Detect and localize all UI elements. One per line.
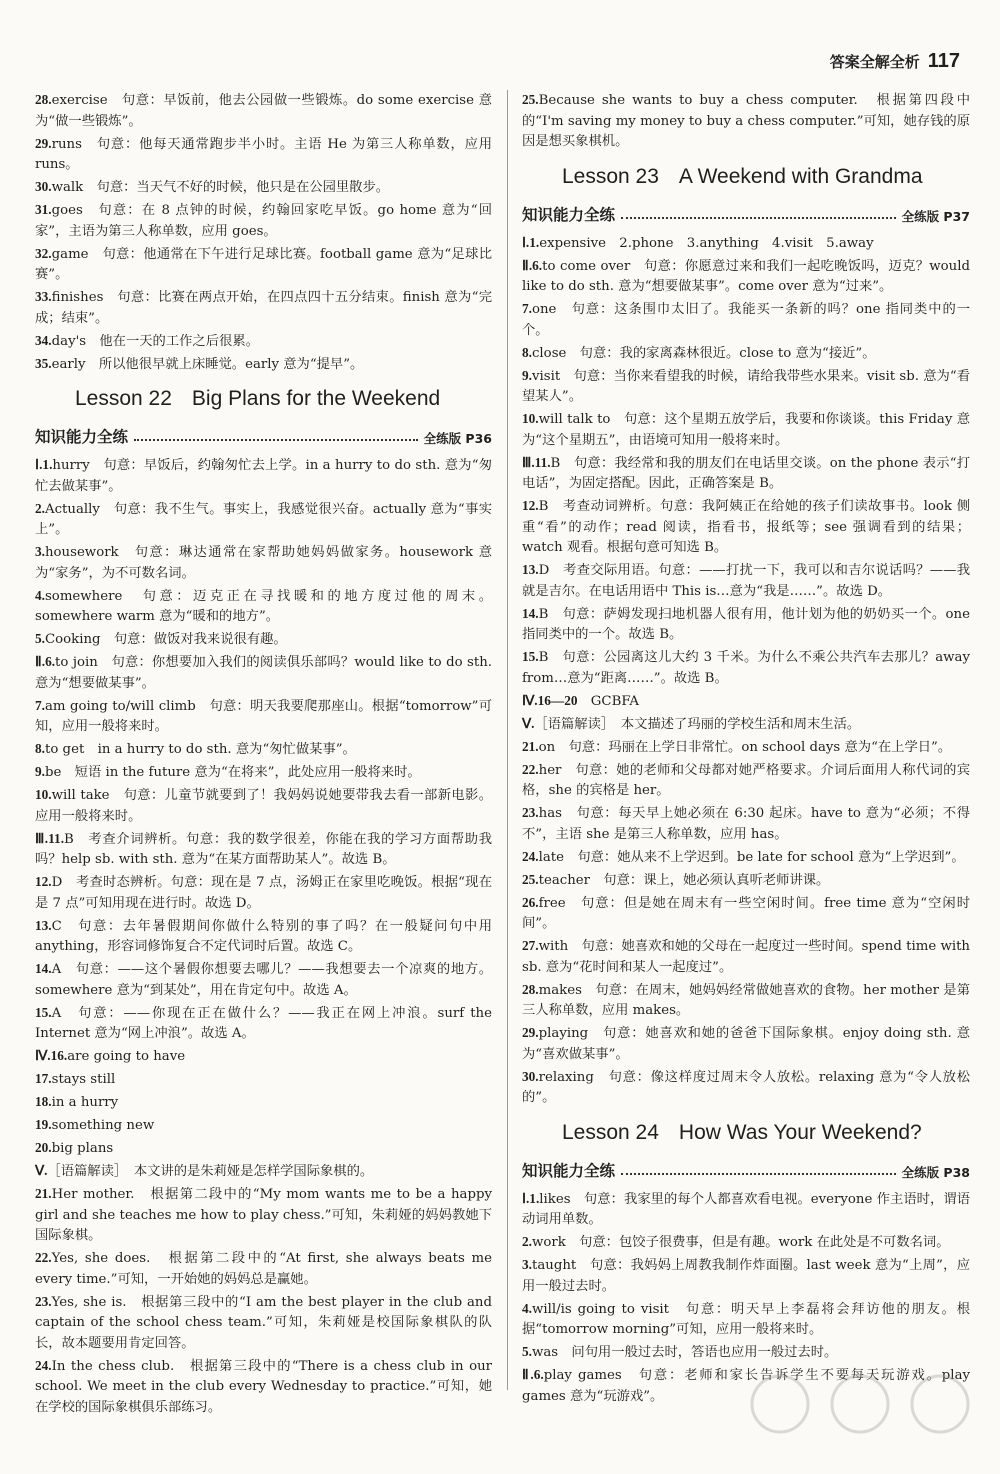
answer-item [35,1248,492,1290]
answer-item [35,1003,492,1045]
answer-item [522,1232,970,1254]
item-number: 23. [35,1293,52,1309]
item-number: Ⅲ.11. [522,454,551,470]
item-text: B 考查动词辨析。句意：我阿姨正在给她的孩子们读故事书。look 侧重“看”的动作；read 阅读，指看书，报纸等；see 强调看到的结果；watch 观看。根据句意可知选 B。 [522,499,970,555]
item-number: 2. [35,500,45,516]
item-number: 19. [35,1117,52,1132]
item-text: hurry 句意：早饭后，约翰匆忙去上学。in a hurry to do sth. 意为“匆忙去做某事”。 [35,458,493,494]
answer-item [522,496,970,559]
items-top-list [522,90,970,153]
item-text: work 句意：包饺子很费事，但是有趣。work 在此处是不可数名词。 [531,1235,950,1250]
answer-item [522,1255,970,1297]
item-text: Actually 句意：我不生气。事实上，我感觉很兴奋。actually 意为“事实上”。 [35,501,492,537]
answer-item [35,629,492,651]
answer-item [35,134,492,176]
answer-item [35,200,492,242]
lesson-number: Lesson 23 [562,164,659,188]
item-number: 17. [35,1071,52,1086]
dotted-leader [621,217,896,219]
item-text: D 考查时态辨析。句意：现在是 7 点，汤姆正在家里吃晚饭。根据“现在是 7 点”可知用现在进行时。故选 D。 [35,875,492,911]
item-number: 33. [35,289,52,304]
item-text: am going to/will climb 句意：明天我要爬那座山。根据“tomorrow”可知，应用一般将来时。 [35,698,492,734]
item-number: 23. [522,805,539,820]
lesson-22-title [35,385,492,413]
section-label: 知识能力全练 [522,1161,616,1180]
item-number: 3. [522,1257,532,1272]
item-text: expensive 2.phone 3.anything 4.visit 5.away [539,235,874,251]
item-number: 24. [35,1357,52,1373]
item-number: 8. [522,344,532,360]
item-number: Ⅱ.6. [35,654,56,669]
item-number: 29. [522,1025,539,1040]
item-number: 26. [522,894,539,910]
item-text: something new [51,1118,155,1133]
answer-item [35,455,492,497]
lesson-number: Lesson 24 [562,1120,659,1144]
answer-item [35,1115,492,1137]
item-number: 4. [35,587,45,603]
lesson-24-title [522,1119,970,1147]
answer-item [522,343,970,365]
answer-item [522,980,970,1022]
item-text: ［语篇解读］ 本文讲的是朱莉娅是怎样学国际象棋的。 [47,1164,374,1179]
item-text: B 句意：萨姆发现扫地机器人很有用，他计划为他的奶奶买一个。one 指同类中的一个。故选 B。 [522,606,970,642]
item-number: 28. [522,981,539,997]
item-text: Cooking 句意：做饭对我来说很有趣。 [44,632,287,647]
item-text: late 句意：她从来不上学迟到。be late for school 意为“上学迟到”。 [538,849,965,865]
answer-item [35,90,492,132]
answer-item [35,959,492,1001]
answer-item [522,870,970,892]
item-number: 22. [35,1250,52,1265]
answer-item [35,1138,492,1160]
item-text: close 句意：我的家离森林很近。close to 意为“接近”。 [531,345,876,361]
item-text: to come over 句意：你愿意过来和我们一起吃晚饭吗，迈克？would like to do sth. 意为“想要做某事”。come over 意为“过来”。 [522,258,970,294]
right-column [522,90,970,1409]
item-text: free 句意：但是她在周末有一些空闲时间。free time 意为“空闲时间”。 [522,895,970,931]
answer-item [522,691,970,713]
lesson-name: How Was Your Weekend? [678,1120,922,1144]
answer-item [522,760,970,802]
item-number: 8. [35,741,45,756]
item-text: B 句意：我经常和我的朋友们在电话里交谈。on the phone 表示“打电话”，为固定搭配。因此，正确答案是 B。 [522,455,970,491]
item-number: Ⅳ.16—20 [522,692,578,708]
answer-item [522,233,970,255]
item-number: 7. [522,301,532,316]
answer-item [522,847,970,869]
item-text: walk 句意：当天气不好的时候，他只是在公园里散步。 [51,180,390,195]
answer-item [35,354,492,376]
item-number: Ⅴ. [35,1163,48,1178]
answer-item [35,287,492,329]
answer-item [522,256,970,298]
item-text: B 考查介词辨析。句意：我的数学很差，你能在我的学习方面帮助我吗？help sb. with sth. 意为“在某方面帮助某人”。故选 B。 [35,831,492,867]
item-number: 5. [522,1344,532,1359]
item-number: 30. [35,179,52,194]
item-number: 15. [522,649,539,664]
section-ref: 全练版 P38 [901,1164,970,1180]
item-number: 15. [35,1004,52,1020]
item-number: 5. [35,631,45,646]
item-number: 22. [522,761,539,777]
item-text: has 句意：每天早上她必须在 6:30 起床。have to 意为“必须；不得不”，主语 she 是第三人称单数，应用 has。 [522,806,970,842]
item-text: Yes, she is. 根据第三段中的“I am the best player in the club and captain of the school chess team.”可知，朱莉娅是校国际象棋队的队长，故本题要用肯定回答。 [35,1294,492,1351]
item-number: 10. [522,411,539,426]
item-text: will talk to 句意：这个星期五放学后，我要和你谈谈。this Friday 意为“这个星期五”，由语境可知用一般将来时。 [522,412,970,448]
section-header [522,1157,970,1181]
item-text: makes 句意：在周末，她妈妈经常做她喜欢的食物。her mother 是第三人称单数，应用 makes。 [522,982,970,1018]
item-number: 21. [522,738,539,754]
item-text: C 句意：去年暑假期间你做什么特别的事了吗？在一般疑问句中用 anything，形容词修饰复合不定代词时后置。故选 C。 [35,918,492,954]
item-text: one 句意：这条围巾太旧了。我能买一条新的吗？one 指同类中的一个。 [522,302,970,338]
answer-item [35,177,492,199]
item-number: 7. [35,697,45,713]
item-number: 28. [35,92,52,107]
answer-item [35,739,492,761]
item-text: GCBFA [577,693,640,709]
section-ref: 全练版 P37 [901,208,970,224]
left-column [35,90,492,1420]
item-text: will/is going to visit 句意：明天早上李磊将会拜访他的朋友。根据“tomorrow morning”可知，应用一般将来时。 [522,1301,970,1337]
item-number: 12. [522,498,539,513]
section-ref: 全练版 P36 [423,431,492,446]
answer-item [35,1069,492,1091]
item-number: 12. [35,874,52,889]
lesson-number: Lesson 22 [75,387,172,410]
item-text: stays still [51,1072,116,1087]
item-number: 13. [522,562,539,577]
item-number: 25. [522,92,539,107]
answer-item [35,586,492,628]
item-text: relaxing 句意：像这样度过周末令人放松。relaxing 意为“令人放松的”。 [522,1069,970,1105]
dotted-leader [621,1173,896,1175]
item-number: 2. [522,1234,532,1249]
item-number: 29. [35,135,52,151]
watermark-logo [740,1364,980,1454]
item-number: 3. [35,544,45,559]
item-number: 27. [522,938,539,953]
answer-item [35,1161,492,1183]
item-number: 21. [35,1186,52,1201]
item-text: play games 句意：老师和家长告诉学生不要每天玩游戏。play games 意为“玩游戏”。 [522,1368,971,1404]
answer-item [522,714,970,736]
item-text: to join 句意：你想要加入我们的阅读俱乐部吗？would like to do sth. 意为“想要做某事”。 [35,655,492,691]
item-text: In the chess club. 根据第三段中的“There is a chess club in our school. We meet in the club every Wednesday to practice.”可知，她在学校的国际象棋俱乐部练习。 [35,1358,492,1415]
answer-item [35,1046,492,1068]
item-number: 31. [35,202,52,217]
item-text: likes 句意：我家里的每个人都喜欢看电视。everyone 作主语时，谓语动词用单数。 [522,1191,971,1227]
item-number: Ⅴ. [522,715,535,731]
answer-item [522,647,970,689]
item-number: Ⅰ.1. [522,234,540,250]
item-text: big plans [51,1141,114,1156]
item-text: early 所以他很早就上床睡觉。early 意为“提早”。 [51,356,364,372]
lesson-name: Big Plans for the Weekend [191,387,441,410]
answer-item [522,1299,970,1341]
answer-item [522,604,970,646]
item-text: B 句意：公园离这儿大约 3 千米。为什么不乘公共汽车去那儿？away from…意为“距离……”。故选 B。 [522,650,970,686]
item-text: game 句意：他通常在下午进行足球比赛。football game 意为“足球比赛”。 [35,246,492,282]
answer-item [522,299,970,341]
item-text: her 句意：她的老师和父母都对她严格要求。介词后面用人称代词的宾格，she 的宾格是 her。 [522,762,970,798]
answer-item [522,936,970,978]
item-text: somewhere 句意：迈克正在寻找暖和的地方度过他的周末。somewhere warm 意为“暖和的地方”。 [35,588,492,624]
lesson-name: A Weekend with Grandma [678,164,923,188]
answer-item [35,331,492,353]
item-number: Ⅱ.6. [522,257,543,273]
item-number: 30. [522,1068,539,1084]
item-text: D 考查交际用语。句意：——打扰一下，我可以和吉尔说话吗？——我就是吉尔。在电话用语中 This is…意为“我是……”。故选 D。 [522,563,970,599]
item-text: on 句意：玛丽在上学日非常忙。on school days 意为“在上学日”。 [538,739,952,755]
answer-item [35,499,492,541]
answer-item [35,1292,492,1355]
item-number: 10. [35,787,52,802]
item-text: A 句意：——你现在正在做什么？——我正在网上冲浪。surf the Internet 意为“网上冲浪”。故选 A。 [35,1005,492,1041]
item-text: finishes 句意：比赛在两点开始，在四点四十五分结束。finish 意为“完成；结束”。 [35,290,492,326]
item-text: playing 句意：她喜欢和她的爸爸下国际象棋。enjoy doing sth. 意为“喜欢做某事”。 [522,1026,970,1062]
item-text: ［语篇解读］ 本文描述了玛丽的学校生活和周末生活。 [534,716,861,732]
item-text: be 短语 in the future 意为“在将来”，此处应用一般将来时。 [44,765,421,780]
item-number: 13. [35,917,52,933]
item-number: 32. [35,245,52,261]
item-number: Ⅲ.11. [35,830,65,846]
item-text: taught 句意：我妈妈上周教我制作炸面圈。last week 意为“上周”，应用一般过去时。 [522,1258,970,1294]
items-top-list [35,90,492,375]
item-text: are going to have [67,1049,186,1064]
column-divider [507,90,508,1390]
item-text: exercise 句意：早饭前，他去公园做一些锻炼。do some exercise 意为“做一些锻炼”。 [35,93,492,129]
item-number: 34. [35,332,52,348]
answer-item [522,803,970,845]
item-text: runs 句意：他每天通常跑步半小时。主语 He 为第三人称单数，应用 runs。 [35,136,492,172]
answer-item [35,1356,492,1419]
answer-item [35,872,492,914]
item-number: 35. [35,355,52,371]
answer-item [35,785,492,827]
answer-item [522,1342,970,1364]
item-number: 18. [35,1094,52,1109]
answer-item [522,737,970,759]
page-header [830,48,960,74]
answer-item [35,1092,492,1114]
dotted-leader [134,439,418,441]
answer-list [35,455,492,1418]
item-text: housework 句意：琳达通常在家帮助她妈妈做家务。housework 意为“家务”，为不可数名词。 [35,545,492,581]
answer-item [35,1184,492,1247]
answer-item [522,409,970,451]
lesson-23-title [522,163,970,191]
answer-item [522,560,970,602]
answer-item [522,893,970,935]
item-number: Ⅰ.1. [35,457,53,472]
answer-item [522,453,970,495]
item-number: 24. [522,848,539,864]
section-header [522,201,970,225]
item-text: will take 句意：儿童节就要到了！我妈妈说她要带我去看一部新电影。应用一般将来时。 [35,788,492,824]
item-text: Because she wants to buy a chess computer. 根据第四段中的“I'm saving my money to buy a chess computer.”可知，她存钱的原因是想买象棋机。 [522,93,970,149]
item-number: Ⅳ.16. [35,1048,68,1063]
item-text: A 句意：——这个暑假你想要去哪儿？——我想要去一个凉爽的地方。somewhere 意为“到某处”，用在肯定句中。故选 A。 [35,962,492,998]
answer-item [35,244,492,286]
page-number: 117 [927,49,960,72]
answer-item [522,1067,970,1109]
answer-list [522,233,970,1109]
answer-item [35,829,492,871]
item-number: 9. [35,764,45,779]
item-number: Ⅰ.1. [522,1190,540,1206]
section-header [35,423,492,447]
answer-item [522,90,970,153]
answer-item [35,916,492,958]
answer-item [522,366,970,408]
answer-item [35,696,492,738]
item-text: goes 句意：在 8 点钟的时候，约翰回家吃早饭。go home 意为“回家”，主语为第三人称单数，应用 goes。 [35,203,492,239]
answer-item [522,1189,970,1231]
item-text: was 问句用一般过去时，答语也应用一般过去时。 [531,1345,838,1360]
item-number: 14. [35,961,52,976]
header-title: 答案全解全析 [829,52,920,71]
answer-item [35,542,492,584]
item-number: 25. [522,871,539,887]
item-text: teacher 句意：课上，她必须认真听老师讲课。 [538,872,830,888]
answer-item [522,1023,970,1065]
answer-item [35,762,492,784]
item-text: Her mother. 根据第二段中的“My mom wants me to be a happy girl and she teaches me how to play chess.”可知，朱莉娅的妈妈教她下国际象棋。 [35,1187,492,1243]
item-text: day's 他在一天的工作之后很累。 [51,333,259,349]
item-text: in a hurry [51,1095,119,1110]
item-text: visit 句意：当你来看望我的时候，请给我带些水果来。visit sb. 意为“看望某人”。 [522,368,970,404]
item-number: 4. [522,1300,532,1316]
item-number: 9. [522,367,532,383]
item-number: 20. [35,1140,52,1155]
item-text: to get in a hurry to do sth. 意为“匆忙做某事”。 [44,742,356,757]
item-text: Yes, she does. 根据第二段中的“At first, she always beats me every time.”可知，一开始她的妈妈总是赢她。 [35,1251,492,1287]
answer-item [35,652,492,694]
section-label: 知识能力全练 [35,428,129,446]
section-label: 知识能力全练 [522,205,616,224]
item-text: with 句意：她喜欢和她的父母在一起度过一些时间。spend time with sb. 意为“花时间和某人一起度过”。 [522,939,970,975]
item-number: 14. [522,605,539,621]
item-number: Ⅱ.6. [522,1367,544,1382]
